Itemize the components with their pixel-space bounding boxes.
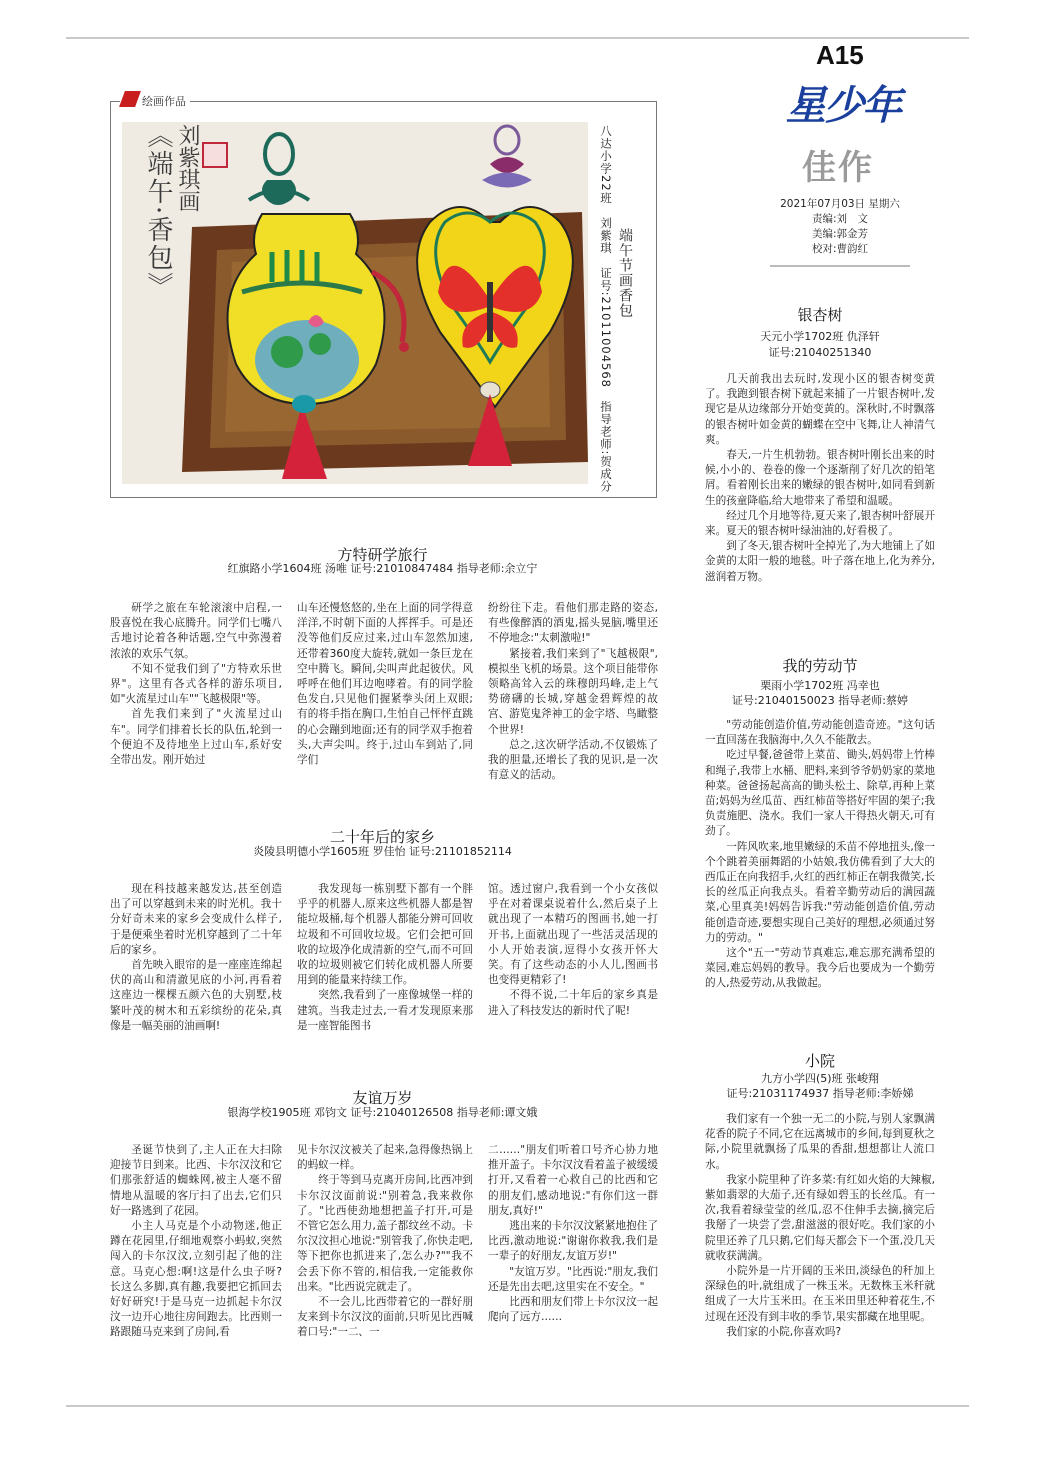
painting-caption-title: 端午节画香包 [617, 228, 633, 318]
painting-title-text: 《端午·香包》 [143, 122, 173, 301]
paragraph: 首先我们来到了"火流星过山车"。同学们排着长长的队伍,轮到一个便迫不及待地坐上过山车,系好安全带出发。刚开始过 [110, 708, 282, 767]
paragraph: 不得不说,二十年后的家乡真是进入了科技发达的新时代了呢! [488, 989, 658, 1017]
article-byline: 九方小学四(5)班 张峻翔 [760, 1072, 880, 1085]
painting-signature: 刘紫琪画 [175, 124, 200, 212]
article-id: 证号:21040150023 指导老师:蔡婷 [732, 694, 908, 707]
paragraph: 我们家的小院,你喜欢吗? [726, 1325, 842, 1338]
paragraph: 一阵风吹来,地里嫩绿的禾苗不停地扭头,像一个个跳着美丽舞蹈的小姑娘,我仿佛看到了大大的西瓜正在向我招手,火红的西红柿正在朝我微笑,长长的丝瓜正向我点头。看着辛勤劳动后的满园蔬菜,心里真美!妈妈告诉我:"劳动能创造价值,劳动能创造奇迹,要想实现自己美好的理想,必须通过努力的劳动。" [705, 840, 935, 944]
paragraph: 圣诞节快到了,主人正在大扫除迎接节日到来。比西、卡尔汉汶和它们那张舒适的蜘蛛网,被主人毫不留情地从温暖的客厅扫了出去,它们只好一路逃到了花园。 [110, 1144, 282, 1217]
paragraph: 终于等到马克离开房间,比西冲到卡尔汉汶面前说:"别着急,我来救你了。"比西使劲地想把盖子打开,可是不管它怎么用力,盖子都纹丝不动。卡尔汉汶担心地说:"别管我了,你快走吧,等下把你也抓进来了,怎么办?""我不会丢下你不管的,相信我,一定能救你出来。"比西说完就走了。 [297, 1174, 473, 1293]
paragraph: 研学之旅在车轮滚滚中启程,一股喜悦在我心底腾升。同学们七嘴八舌地讨论着各种话题,空气中弥漫着浓浓的欢乐气氛。 [110, 602, 282, 660]
paragraph: 我发现每一栋别墅下都有一个胖乎乎的机器人,原来这些机器人都是智能垃圾桶,每个机器人都能分辨可回收垃圾和不可回收垃圾。它们会把可回收的垃圾净化成清新的空气,而不可回收的垃圾则被它们转化成机器人所要用到的能量来持续工作。 [297, 883, 473, 987]
brand-logo [786, 72, 906, 130]
paragraph: 突然,我看到了一座像城堡一样的建筑。当我走过去,一看才发现原来那是一座智能图书 [297, 989, 473, 1032]
article-column [488, 601, 658, 783]
paragraph: 经过几个月地等待,夏天来了,银杏树叶舒展开来。夏天的银杏树叶绿油油的,好看极了。 [705, 509, 935, 538]
paragraph: 吃过早餐,爸爸带上菜苗、锄头,妈妈带上竹棒和绳子,我带上水桶、肥料,来到爷爷奶奶家的菜地种菜。爸爸扬起高高的锄头松土、除草,再种上菜苗;妈妈为丝瓜苗、西红柿苗等搭好牢固的架子;我负责施肥、浇水。我们一家人干得热火朝天,可有劲了。 [705, 749, 935, 838]
article-body [705, 372, 935, 585]
article-title: 方特研学旅行 [337, 546, 428, 564]
paragraph: 逃出来的卡尔汉汶紧紧地抱住了比西,激动地说:"谢谢你救我,我们是一辈子的好朋友,友谊万岁!" [488, 1220, 658, 1263]
article-id: 证号:21040251340 [768, 346, 872, 359]
article-column [488, 1143, 658, 1325]
artist-seal [202, 142, 228, 168]
article-column [488, 882, 658, 1019]
painting-tag [120, 93, 190, 109]
article-byline: 栗雨小学1702班 冯幸也 [760, 679, 880, 692]
paragraph: 小院外是一片开阔的玉米田,淡绿色的秆加上深绿色的叶,就组成了一株玉米。无数株玉米秆就组成了一大片玉米田。在玉米田里还种着花生,不过现在还没有到丰收的季节,果实都藏在地里呢。 [705, 1265, 935, 1323]
article-column [297, 1143, 473, 1341]
article-byline: 银海学校1905班 邓钧文 证号:21040126508 指导老师:谭文娥 [227, 1106, 538, 1119]
paragraph: 二……"朋友们听着口号齐心协力地推开盖子。卡尔汉汶看着盖子被缓缓打开,又看着一心救自己的比西和它的朋友们,感动地说:"有你们这一群朋友,真好!" [488, 1144, 658, 1217]
paragraph: 总之,这次研学活动,不仅锻炼了我的胆量,还增长了我的见识,是一次有意义的活动。 [488, 738, 658, 782]
paragraph: 春天,一片生机勃勃。银杏树叶刚长出来的时候,小小的、卷卷的像一个逐渐削了好几次的铅笔屑。看着刚长出来的嫩绿的银杏树叶,如同看到新生的孩童降临,给大地带来了希望和温暖。 [705, 449, 935, 507]
paragraph: 我家小院里种了许多菜:有红如火焰的大辣椒,紫如翡翠的大茄子,还有绿如碧玉的长丝瓜。有一次,我看着绿莹莹的丝瓜,忍不住伸手去摘,摘完后我掰了一块尝了尝,甜滋滋的很好吃。我们家的小院里还养了几只鹅,它们每天都会下一个蛋,没几天就收获满满。 [705, 1173, 935, 1262]
article-column [110, 882, 282, 1034]
article-body [705, 718, 935, 992]
top-rule [66, 37, 969, 39]
pen-icon [119, 91, 141, 107]
article-body [705, 1112, 935, 1340]
paragraph: "友谊万岁。"比西说:"朋友,我们还是先出去吧,这里实在不安全。" [488, 1265, 658, 1293]
painting-artwork [122, 122, 588, 484]
page-number: A15 [816, 40, 864, 70]
paragraph: 山车还慢悠悠的,坐在上面的同学得意洋洋,不时朝下面的人挥挥手。可是还没等他们反应过来,过山车忽然加速,还带着360度大旋转,就如一条巨龙在空中腾飞。瞬间,尖叫声此起彼伏。风呼呼在他们耳边咆哮着。有的同学脸色发白,只见他们握紧拳头闭上双眼;有的将手指在胸口,生怕自己怦怦直跳的心会蹦到地面;还有的同学双手抱着头,大声尖叫。终于,过山车到站了,同学们 [297, 602, 473, 767]
bottom-rule [66, 1405, 969, 1407]
paragraph: 这个"五一"劳动节真难忘,难忘那充满希望的菜园,难忘妈妈的教导。我今后也要成为一个勤劳的人,热爱劳动,从我做起。 [705, 947, 935, 990]
article-byline: 红旗路小学1604班 汤唯 证号:21010847484 指导老师:余立宁 [227, 562, 538, 575]
article-column [110, 1143, 282, 1341]
paragraph: 现在科技越来越发达,甚至创造出了可以穿越到未来的时光机。我十分好奇未来的家乡会变成什么样子,于是便乘坐着时光机穿越到了二十年后的家乡。 [110, 883, 282, 956]
brand-name: 星少年 [786, 83, 900, 129]
article-byline: 炎陵县明德小学1605班 罗佳怡 证号:21101852114 [253, 845, 512, 858]
article-title: 友谊万岁 [352, 1089, 413, 1107]
issue-date: 2021年07月03日 星期六 [780, 198, 900, 210]
article-title: 二十年后的家乡 [329, 828, 435, 846]
painting-caption-info: 八达小学22班 刘紫琪 证号:21011004568 指导老师:贺成分 [599, 125, 613, 493]
paragraph: 几天前我出去玩时,发现小区的银杏树变黄了。我跑到银杏树下就起来捕了一片银杏树叶,发现它是从边缘部分开始变黄的。深秋时,不时飘落的银杏树叶如金黄的蝴蝶在空中飞舞,让人神清气爽。 [705, 373, 935, 446]
paragraph: 见卡尔汉汶被关了起来,急得像热锅上的蚂蚁一样。 [297, 1144, 473, 1172]
masthead-divider [770, 265, 910, 267]
section-title: 佳作 [802, 148, 874, 188]
paragraph: 紧接着,我们来到了"飞越极限",模拟坐飞机的场景。这个项目能带你领略高耸入云的珠穆朗玛峰,走上气势磅礴的长城,穿越金碧辉煌的故宫、游览鬼斧神工的金字塔、鸟瞰整个世界! [488, 647, 658, 736]
article-column [297, 882, 473, 1034]
painting-tag-label: 绘画作品 [142, 95, 186, 108]
article-column [110, 601, 282, 768]
paragraph: 馆。透过窗户,我看到一个小女孩似乎在对着课桌说着什么,然后桌子上就出现了一本精巧的图画书,她一打开书,上面就出现了一些活灵活现的小人开始表演,逗得小女孩开怀大笑。有了这些动态的小人儿,图画书也变得更精彩了! [488, 883, 658, 987]
editor-credit: 责编:刘 文 [811, 213, 869, 225]
article-column [297, 601, 473, 768]
issue-meta [770, 197, 910, 257]
article-title: 小院 [804, 1052, 835, 1070]
paragraph: 不一会儿,比西带着它的一群好朋友来到卡尔汉汶的面前,只听见比西喊着口号:"一二、一 [297, 1296, 473, 1339]
paragraph: 首先映入眼帘的是一座座连绵起伏的高山和清澈见底的小河,再看着这座边一棵棵五颜六色的大别墅,枝繁叶茂的树木和五彩缤纷的花朵,真像是一幅美丽的油画啊! [110, 959, 282, 1032]
paragraph: 比西和朋友们带上卡尔汉汶一起爬向了远方…… [488, 1296, 658, 1324]
article-byline: 天元小学1702班 仇泽轩 [760, 330, 880, 343]
designer-credit: 美编:郭金芳 [811, 228, 869, 240]
paragraph: "劳动能创造价值,劳动能创造奇迹。"这句话一直回荡在我脑海中,久久不能散去。 [705, 719, 935, 747]
article-id: 证号:21031174937 指导老师:李娇娣 [726, 1087, 914, 1100]
paragraph: 纷纷往下走。看他们那走路的姿态,有些像醉酒的酒鬼,摇头晃脑,嘴里还不停地念:"太刺激啦!" [488, 602, 658, 645]
article-title: 我的劳动节 [782, 657, 858, 675]
paragraph: 我们家有一个独一无二的小院,与别人家飘满花香的院子不同,它在远离城市的乡间,每到夏秋之际,小院里就飘扬了瓜果的香甜,想想都让人流口水。 [705, 1113, 935, 1171]
paragraph: 不知不觉我们到了"方特欢乐世界"。这里有各式各样的游乐项目,如"火流星过山车""飞越极限"等。 [110, 662, 282, 706]
paragraph: 到了冬天,银杏树叶全掉光了,为大地铺上了如金黄的太阳一般的地毯。叶子落在地上,化为养分,滋润着万物。 [705, 540, 935, 583]
proofreader-credit: 校对:曹韵红 [811, 243, 869, 255]
paragraph: 小主人马克是个小动物迷,他正蹲在花园里,仔细地观察小蚂蚁,突然闯入的卡尔汉汶,立刻引起了他的注意。马克心想:啊!这是什么虫子呀?长这么多脚,真有趣,我要把它抓回去好好研究!于是马克一边抓起卡尔汉汶一边开心地往房间跑去。比西则一路跟随马克来到了房间,看 [110, 1220, 282, 1339]
article-title: 银杏树 [797, 306, 843, 324]
